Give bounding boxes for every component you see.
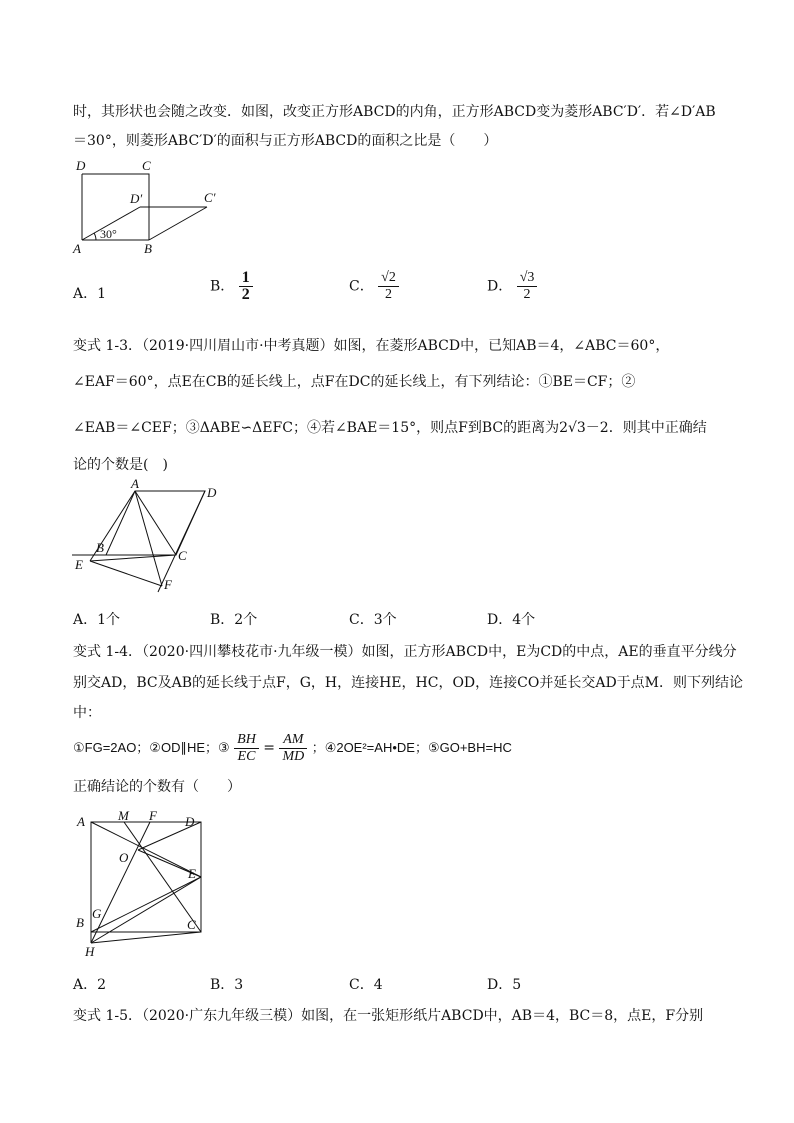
q3-conclusions: ①FG=2AO；②OD∥HE；③ $\frac{BH}{EC}$ = $\frac{AM}{MD}$ ；④2OE²=AH•DE；⑤GO+BH=HC (73, 731, 512, 764)
q3-option-d[interactable]: D．5 (487, 977, 522, 993)
q3-text-line1: 变式 1-4．（2020·四川攀枝花市·九年级一模）如图，正方形ABCD中，E为CD的中点，AE的垂直平分线分 (73, 644, 737, 660)
q1-option-b[interactable]: B． $\frac{1}{2}$ (210, 270, 253, 303)
q4-text-line1: 变式 1-5．（2020·广东九年级三模）如图，在一张矩形纸片ABCD中，AB＝4，BC＝8，点E，F分别 (73, 1008, 704, 1024)
q2-option-d[interactable]: D．4个 (487, 612, 536, 628)
q1-option-c[interactable]: C． $\frac{√2}{2}$ (349, 270, 399, 303)
q3-figure (70, 810, 210, 960)
label-F: F (164, 577, 172, 592)
diagonal-AC (135, 491, 176, 555)
label-B: B (144, 241, 152, 256)
q2-figure (70, 476, 230, 597)
label-M: M (118, 808, 129, 823)
label-E: E (75, 557, 83, 572)
label-angle-30: 30° (100, 227, 117, 241)
label-D-prime: D′ (130, 191, 143, 206)
segment-EF (90, 561, 162, 586)
q1-text-line1: 时，其形状也会随之改变．如图，改变正方形ABCD的内角，正方形ABCD变为菱形ABC′D′．若∠D′AB (73, 104, 716, 120)
q2-text-line4: 论的个数是( ) (73, 457, 168, 473)
label-A: A (73, 241, 81, 256)
label-A: A (77, 814, 85, 829)
label-C: C (142, 158, 151, 173)
q2-text-line3: ∠EAB＝∠CEF；③ΔABE∽ΔEFC；④若∠BAE＝15°，则点F到BC的距离为2√3－2．则其中正确结 (73, 420, 707, 436)
label-D: D (185, 814, 195, 829)
q2-option-a[interactable]: A．1个 (73, 612, 121, 628)
q2-text-line1: 变式 1-3．（2019·四川眉山市·中考真题）如图，在菱形ABCD中，已知AB＝4，∠ABC＝60°， (73, 338, 670, 354)
label-D: D (76, 158, 86, 173)
q3-option-c[interactable]: C．4 (349, 977, 383, 993)
rhombus-right-edge (149, 207, 207, 240)
q2-text-line2: ∠EAF＝60°，点E在CB的延长线上，点F在DC的延长线上，有下列结论：①BE＝CF；② (73, 374, 636, 390)
label-D: D (207, 485, 217, 500)
fraction-am-md: $\frac{AM}{MD}$ (279, 732, 307, 765)
segment-BE (91, 877, 201, 932)
q3-option-b[interactable]: B．3 (210, 977, 244, 993)
label-B: B (96, 540, 104, 555)
label-C: C (187, 917, 196, 932)
segment-AF (135, 491, 162, 586)
label-H: H (85, 944, 95, 959)
fraction-bh-ec: $\frac{BH}{EC}$ (234, 732, 259, 765)
q2-option-c[interactable]: C．3个 (349, 612, 397, 628)
segment-EC (90, 555, 176, 561)
angle-arc (94, 233, 96, 240)
label-C: C (178, 548, 187, 563)
label-F: F (149, 808, 157, 823)
square-ABCD (91, 822, 201, 932)
label-E: E (188, 866, 196, 881)
q1-option-d[interactable]: D． $\frac{√3}{2}$ (487, 270, 537, 303)
q1-text-line2: ＝30°，则菱形ABC′D′的面积与正方形ABCD的面积之比是（ ） (73, 133, 498, 149)
q3-option-a[interactable]: A．2 (73, 977, 107, 993)
q1-option-a[interactable]: A．1 (73, 286, 107, 302)
label-C-prime: C′ (204, 190, 216, 205)
q3-text-line3: 中： (73, 705, 101, 721)
label-A: A (131, 476, 139, 491)
q3-text-line2: 别交AD，BC及AB的延长线于点F，G，H，连接HE，HC，OD，连接CO并延长交AD于点M．则下列结论 (73, 675, 744, 691)
label-B: B (76, 915, 84, 930)
label-G: G (92, 906, 102, 921)
q2-option-b[interactable]: B．2个 (210, 612, 258, 628)
label-O: O (119, 850, 129, 865)
q3-text-line5: 正确结论的个数有（ ） (73, 779, 241, 795)
q1-figure (70, 158, 230, 258)
